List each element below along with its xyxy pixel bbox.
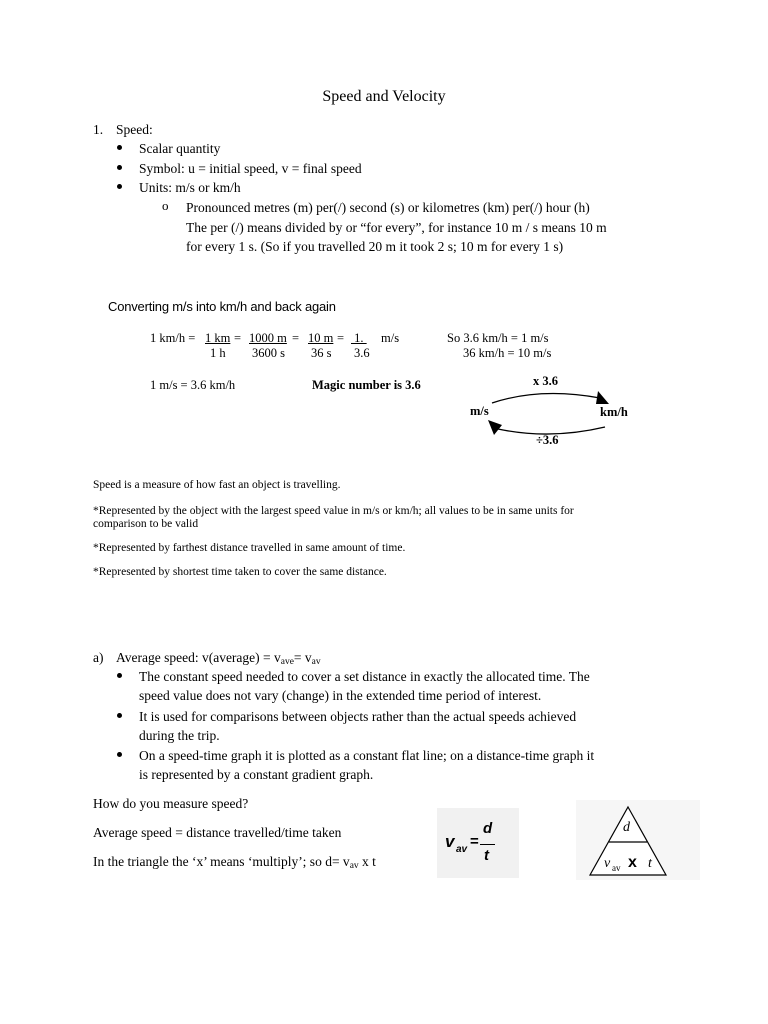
sub-line-pronounced: Pronounced metres (m) per(/) second (s) or kilometres (km) per(/) hour (h) bbox=[186, 200, 590, 215]
note-shortest-time: *Represented by shortest time taken to cover the same distance. bbox=[93, 566, 387, 578]
conversion-arrows-diagram bbox=[470, 385, 630, 440]
bullet-scalar: Scalar quantity bbox=[139, 141, 221, 156]
fraction-1000m-numerator: 1000 m bbox=[249, 331, 287, 345]
fraction-3600s-denominator: 3600 s bbox=[252, 346, 285, 360]
section-number: 1. bbox=[93, 122, 104, 137]
note-speed-definition: Speed is a measure of how fast an object is travelling. bbox=[93, 479, 341, 491]
page-title: Speed and Velocity bbox=[322, 88, 446, 105]
triangle-t: t bbox=[648, 856, 652, 871]
bullet-comparisons-2: during the trip. bbox=[139, 728, 220, 743]
divide-label: ÷3.6 bbox=[536, 433, 559, 447]
fraction-3-6-denominator: 3.6 bbox=[354, 346, 370, 360]
formula-equals: = bbox=[470, 833, 479, 850]
section-a-marker: a) bbox=[93, 650, 104, 665]
arrow-top-curve bbox=[492, 394, 600, 403]
note-largest-speed: *Represented by the object with the largest speed value in m/s or km/h; all values to be in same units for bbox=[93, 505, 574, 517]
section-a-heading: Average speed: v(average) = $v_{ave}= v_{av}$ bbox=[116, 650, 321, 667]
sub-line-per: The per (/) means divided by or “for every”, for instance 10 m / s means 10 m bbox=[186, 220, 607, 235]
fraction-36s-denominator: 36 s bbox=[311, 346, 332, 360]
conversion-eq-start: 1 km/h = bbox=[150, 331, 196, 345]
bullet-constant-speed-1: The constant speed needed to cover a set distance in exactly the allocated time. The bbox=[139, 669, 590, 684]
bullet-graph-1: On a speed-time graph it is plotted as a constant flat line; on a distance-time graph it bbox=[139, 748, 595, 763]
arrow-bottom-curve bbox=[498, 427, 605, 434]
equals-sign: = bbox=[234, 331, 242, 345]
bullet-units: Units: m/s or km/h bbox=[139, 180, 241, 195]
note-farthest-distance: *Represented by farthest distance travelled in same amount of time. bbox=[93, 542, 406, 554]
bullet-icon bbox=[117, 713, 122, 718]
fraction-10m-numerator: 10 m bbox=[308, 331, 334, 345]
fraction-1km-numerator: 1 km bbox=[205, 331, 231, 345]
triangle-v: v bbox=[604, 856, 611, 871]
arrow-head-left-icon bbox=[488, 420, 502, 435]
triangle-av-subscript: av bbox=[612, 863, 621, 873]
formula-t: t bbox=[484, 847, 489, 864]
measure-question: How do you measure speed? bbox=[93, 796, 249, 811]
multiply-label: x 3.6 bbox=[533, 374, 558, 388]
sub-bullet-marker: o bbox=[162, 198, 169, 213]
kmh-label: km/h bbox=[600, 405, 628, 419]
formula-av-subscript: av bbox=[456, 844, 468, 855]
bullet-comparisons-1: It is used for comparisons between objects rather than the actual speeds achieved bbox=[139, 709, 577, 724]
bullet-icon bbox=[117, 752, 122, 757]
bullet-icon bbox=[117, 165, 122, 170]
conversion-heading: Converting m/s into km/h and back again bbox=[108, 299, 336, 314]
magic-number: Magic number is 3.6 bbox=[312, 378, 421, 392]
ms-label: m/s bbox=[470, 404, 489, 418]
section-heading-speed: Speed: bbox=[116, 122, 153, 137]
equals-sign: = bbox=[292, 331, 300, 345]
triangle-multiply: x bbox=[628, 854, 637, 871]
sub-line-example: for every 1 s. (So if you travelled 20 m it took 2 s; 10 m for every 1 s) bbox=[186, 239, 564, 254]
formula-v: v bbox=[445, 832, 455, 851]
arrow-head-right-icon bbox=[596, 391, 609, 404]
bullet-constant-speed-2: speed value does not vary (change) in the extended time period of interest. bbox=[139, 688, 542, 703]
equals-sign: = bbox=[337, 331, 345, 345]
so-line-1: So 3.6 km/h = 1 m/s bbox=[447, 331, 549, 345]
ms-to-kmh: 1 m/s = 3.6 km/h bbox=[150, 378, 236, 392]
triangle-shape bbox=[576, 800, 700, 880]
bullet-symbol: Symbol: u = initial speed, v = final speed bbox=[139, 161, 362, 176]
bullet-graph-2: is represented by a constant gradient graph. bbox=[139, 767, 374, 782]
formula-image bbox=[437, 808, 519, 878]
bullet-icon bbox=[117, 145, 122, 150]
formula-d: d bbox=[483, 820, 493, 837]
triangle-explanation: In the triangle the ‘x’ means ‘multiply’; so $d= v_{av}$ x t bbox=[93, 854, 376, 871]
note-largest-speed-cont: comparison to be valid bbox=[93, 518, 199, 530]
fraction-1-numerator: 1. bbox=[351, 331, 367, 345]
bullet-icon bbox=[117, 184, 122, 189]
triangle-d: d bbox=[623, 820, 630, 835]
so-line-2: 36 km/h = 10 m/s bbox=[463, 346, 552, 360]
average-speed-formula: Average speed = distance travelled/time taken bbox=[93, 825, 342, 840]
unit-ms: m/s bbox=[381, 331, 400, 345]
bullet-icon bbox=[117, 673, 122, 678]
formula-fraction-line bbox=[480, 844, 495, 845]
fraction-1h-denominator: 1 h bbox=[210, 346, 226, 360]
triangle-diagram bbox=[576, 800, 700, 880]
